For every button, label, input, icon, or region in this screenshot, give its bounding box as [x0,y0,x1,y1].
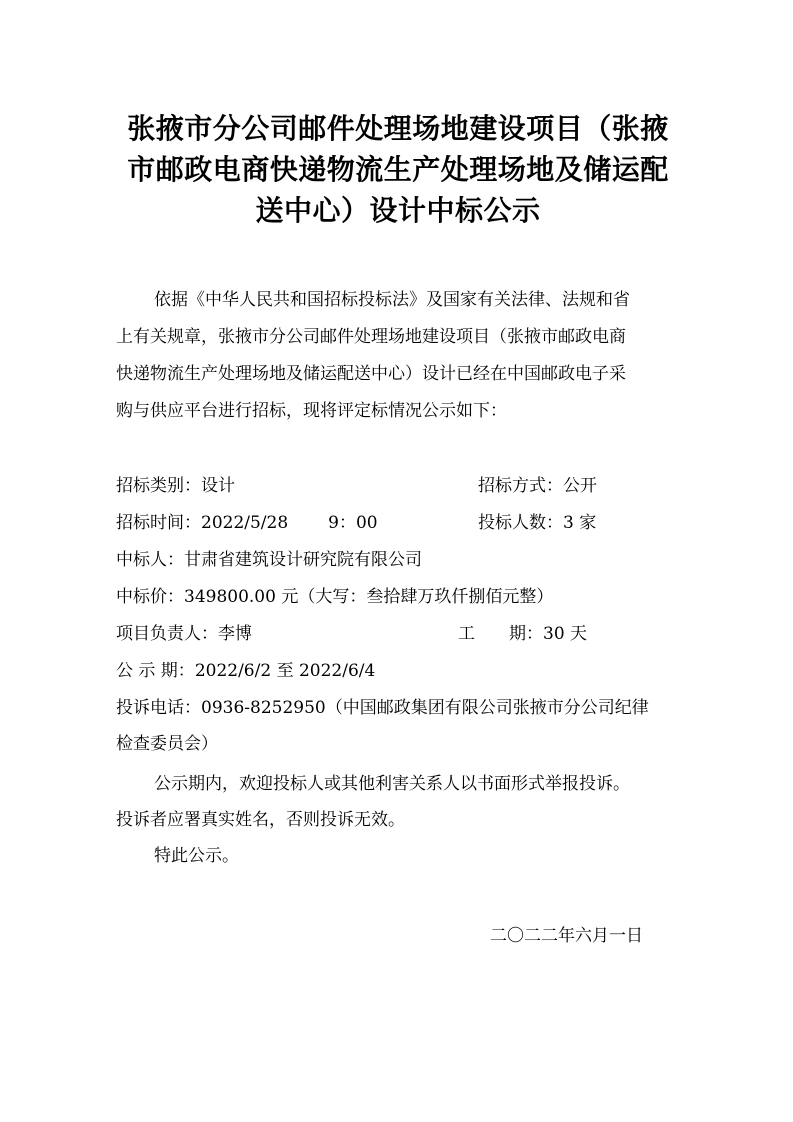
bid-time-label: 招标时间： [116,513,201,533]
issue-date: 二〇二二年六月一日 [490,926,643,946]
notice-line-2: 投诉者应署真实姓名，否则投诉无效。 [116,810,405,830]
document-title [112,108,684,231]
duration-label: 工 期 [458,624,526,644]
title-line-3: 送中心）设计中标公示 [255,194,541,227]
manager-label: 项目负责人： [116,624,218,644]
manager-value: 李博 [218,624,252,644]
title-line-1: 张掖市分公司邮件处理场地建设项目（张掖 [127,112,669,145]
complaint-paragraph [116,690,686,762]
bid-method-label: 招标方式： [478,476,563,496]
price-label: 中标价： [116,587,184,607]
complaint-line-1: 投诉电话：0936-8252950（中国邮政集团有限公司张掖市分公司纪律 [116,698,649,718]
complaint-line-2: 检查委员会） [116,734,218,754]
bid-category-row [116,474,235,498]
price-row [116,585,553,609]
bid-time-row [116,511,378,535]
intro-line-1: 依据《中华人民共和国招标投标法》及国家有关法律、法规和省 [154,290,630,310]
notice-period-row [116,659,375,683]
manager-row [116,622,252,646]
intro-paragraph [116,282,676,430]
bid-category-label: 招标类别： [116,476,201,496]
price-value: 349800.00 元（大写：叁拾肆万玖仟捌佰元整） [184,587,554,607]
winner-row [116,548,422,572]
notice-line-3: 特此公示。 [154,846,239,866]
intro-line-4: 购与供应平台进行招标，现将评定标情况公示如下： [116,401,507,421]
duration-row [458,622,587,646]
winner-value: 甘肃省建筑设计研究院有限公司 [184,550,422,570]
title-line-2: 市邮政电商快递物流生产处理场地及储运配 [127,153,669,186]
bid-method-value: 公开 [563,476,597,496]
duration-value: ：30 天 [526,624,588,644]
bidder-count-row [478,511,596,535]
bid-method-row [478,474,597,498]
bidder-count-label: 投标人数： [478,513,563,533]
notice-period-label: 公 示 期： [116,661,195,681]
bid-category-value: 设计 [201,476,235,496]
winner-label: 中标人： [116,550,184,570]
notice-period-value: 2022/6/2 至 2022/6/4 [194,661,376,681]
bid-time-clock: 9：00 [328,513,378,533]
bid-time-date: 2022/5/28 [201,513,289,533]
intro-line-3: 快递物流生产处理场地及储运配送中心）设计已经在中国邮政电子采 [116,364,626,384]
notice-line-1: 公示期内，欢迎投标人或其他利害关系人以书面形式举报投诉。 [154,774,630,794]
bidder-count-value: 3 家 [563,513,597,533]
notice-paragraph [116,766,686,874]
intro-line-2: 上有关规章，张掖市分公司邮件处理场地建设项目（张掖市邮政电商 [116,327,626,347]
